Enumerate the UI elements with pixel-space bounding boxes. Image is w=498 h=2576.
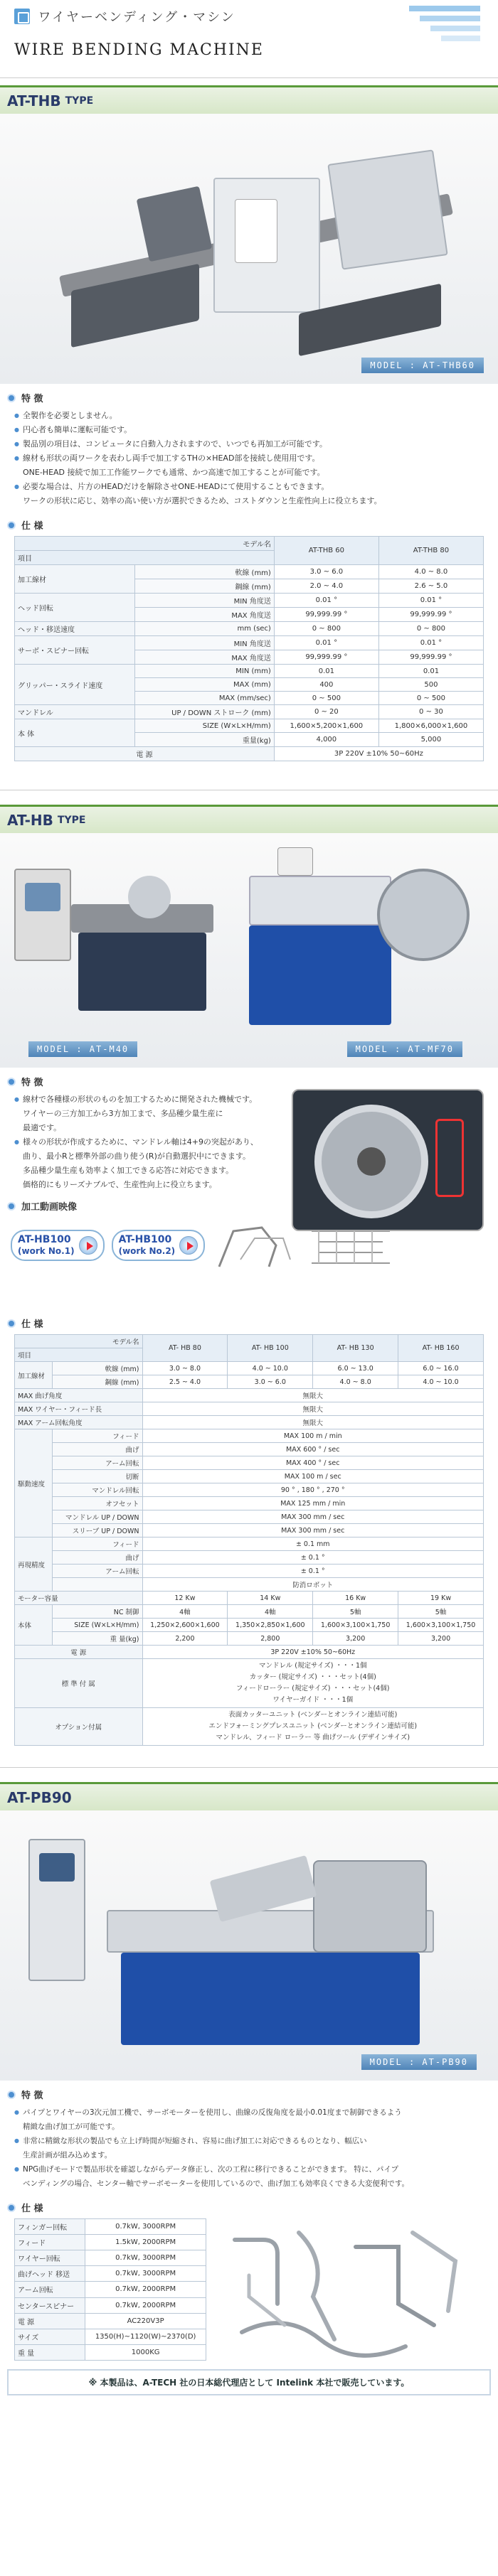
section-band-pb90 <box>0 1782 498 1810</box>
model-tag-pb90: MODEL : AT-PB90 <box>361 2054 477 2070</box>
hb-feature-block <box>0 1075 498 1309</box>
divider <box>0 1767 498 1768</box>
table-header-m2: AT-THB 80 <box>378 537 483 565</box>
table-header-m1: AT-THB 60 <box>274 537 378 565</box>
table-header-cell: AT- HB 130 <box>313 1335 398 1362</box>
table-header-cell: AT- HB 160 <box>398 1335 484 1362</box>
table-row: ヘッド回転 MIN 角度送 0.01 ° 0.01 ° <box>15 594 484 608</box>
table-row: グリッパー・スライド速度 MIN (mm) 0.01 0.01 <box>15 665 484 678</box>
table-row: 重量(kg) 4,000 5,000 <box>15 733 484 747</box>
band-title: AT-PB90 <box>7 1788 72 1806</box>
table-row: 重 量 1000KG <box>15 2344 206 2360</box>
table-row: センタースピナー 0.7kW, 2000RPM <box>15 2297 206 2313</box>
list-item: 表面カッターユニット (ベンダーとオンライン連結可能) <box>228 1711 398 1719</box>
table-row: 切断 MAX 100 m / sec <box>15 1470 484 1483</box>
bullet-icon <box>7 2204 16 2212</box>
photo-at-mf70 <box>235 833 498 1068</box>
hb-spec-table <box>14 1334 484 1746</box>
table-row: 曲げヘッド 移送 0.7kW, 3000RPM <box>15 2266 206 2282</box>
table-row-power: 電 源 3P 220V ±10% 50~60Hz <box>15 1646 484 1659</box>
table-row: 曲げ ± 0.1 ° <box>15 1551 484 1565</box>
list-item: ● 線材も形状の両ワークを表わし両手で加工するTHの×HEAD部を接続し使用用です。 <box>14 451 484 466</box>
list-item: ● 非常に精緻な形状の製品でも立上げ時間が短縮され、容易に曲げ加工に対応できるものとなり、幅広い <box>14 2134 484 2148</box>
hb-feature-list <box>0 1093 285 1192</box>
table-row: ワイヤー回転 0.7kW, 3000RPM <box>15 2250 206 2266</box>
list-item: ● 全製作を必要としません。 <box>14 409 484 423</box>
table-row: 駆動速度 フィード MAX 100 m / min <box>15 1429 484 1443</box>
list-item: ワイヤーガイド ・・・1個 <box>272 1696 354 1704</box>
hb-feature-heading <box>7 1075 498 1088</box>
list-item: 最適です。 <box>23 1123 62 1132</box>
table-row: アーム回転 MAX 400 ° / sec <box>15 1456 484 1470</box>
band-title: AT-HB <box>7 811 53 829</box>
table-row-power: 電 源 3P 220V ±10% 50~60Hz <box>15 747 484 761</box>
table-row: モーター容量 12 Kw 14 Kw 16 Kw 19 Kw <box>15 1592 484 1605</box>
spec-heading-text: 仕 様 <box>21 1319 43 1330</box>
table-row: MAX 角度送 99,999.99 ° 99,999.99 ° <box>15 608 484 622</box>
en-title: WIRE BENDING MACHINE <box>14 41 264 59</box>
table-row: オフセット MAX 125 mm / min <box>15 1497 484 1510</box>
table-row: 本体 NC 制御 4軸 4軸 5軸 5軸 <box>15 1605 484 1619</box>
band-subtitle: TYPE <box>57 814 86 826</box>
table-row: フィンガー回転 0.7kW, 3000RPM <box>15 2219 206 2235</box>
thb-feature-list <box>0 409 498 508</box>
table-row: MAX (mm/sec) 0 ~ 500 0 ~ 500 <box>15 692 484 705</box>
list-item: 精緻な曲げ加工が可能です。 <box>23 2122 120 2131</box>
list-item: ● 線材で各種様の形状のものを加工するために開発された機械です。 <box>14 1093 270 1107</box>
list-item: マンドレル (規定サイズ) ・・・1個 <box>259 1662 367 1670</box>
list-item: マンドレル、フィード ローラー 等 曲げツール (デザインサイズ) <box>216 1734 410 1742</box>
jp-title: ワイヤーベンディング・マシン <box>38 10 235 25</box>
list-item: ワイヤーの三方加工から3方加工まで、多品種少量生産に <box>23 1109 223 1118</box>
thb-spec-table <box>14 536 484 761</box>
table-row: マンドレル回転 90 ° , 180 ° , 270 ° <box>15 1483 484 1497</box>
footer-note: ※ 本製品は、A-TECH 社の日本総代理店として Intelink 本社で販売しています。 <box>7 2369 491 2395</box>
table-row: MAX (mm) 400 500 <box>15 678 484 692</box>
list-item: ● パイプとワイヤーの3次元加工機で、サーボモーターを使用し、曲線の反復角度を最小0.01度まで制御できるよう <box>14 2105 484 2120</box>
bent-pipe-samples-image <box>221 2218 477 2361</box>
band-subtitle: TYPE <box>65 95 94 107</box>
list-item: ● 様々の形状が作成するために、マンドレル軸は4+9の突起があり、 <box>14 1135 270 1149</box>
video-button-work1[interactable] <box>11 1230 105 1261</box>
list-item: カッター (規定サイズ) ・・・セット(4個) <box>249 1673 376 1681</box>
list-item: ● 円心者も簡単に運転可能です。 <box>14 423 484 437</box>
table-header-model: モデル名 <box>15 537 275 551</box>
table-row: フィード 1.5kW, 2000RPM <box>15 2235 206 2250</box>
table-row: 鋼線 (mm) 2.0 ~ 4.0 2.6 ~ 5.0 <box>15 579 484 594</box>
pb-spec-block <box>0 2218 498 2361</box>
list-item: ベンディングの場合、センター軸でサーボモーターを使用しているので、曲げ加工も効率良くできる大変便利です。 <box>23 2179 410 2188</box>
table-row: サーボ・スピナー回転 MIN 角度送 0.01 ° 0.01 ° <box>15 636 484 650</box>
list-item: 生産計画が組み込めます。 <box>23 2151 112 2159</box>
table-row: マンドレル UP / DOWN MAX 300 mm / sec <box>15 1510 484 1524</box>
table-row: 再現精度 フィード ± 0.1 mm <box>15 1537 484 1551</box>
table-row: 鋼線 (mm) 2.5 ~ 4.0 3.0 ~ 6.0 4.0 ~ 8.0 4.0 ~ 10.0 <box>15 1375 484 1389</box>
table-row: 加工線材 軟線 (mm) 3.0 ~ 6.0 4.0 ~ 8.0 <box>15 565 484 579</box>
band-title: AT-THB <box>7 92 61 109</box>
table-row-options: オプション付属 表面カッターユニット (ベンダーとオンライン連結可能) エンドフォーミングプレスユニット (ベンダーとオンライン連結可能) マンドレル、フィード ローラー 等 曲げツール (デザインサイズ) <box>15 1708 484 1746</box>
list-item: ONE-HEAD 接続で加工工作能ワークでも通常、かつ高速で加工することが可能です。 <box>23 468 325 477</box>
list-item: ワークの形状に応じ、効率の高い使い方が選択できるため、コストダウンと生産性向上に役立ちます。 <box>23 496 382 505</box>
bullet-icon <box>7 394 16 402</box>
table-header-cell: AT- HB 100 <box>228 1335 313 1362</box>
table-row: MAX 曲げ角度 無限大 <box>15 1389 484 1402</box>
table-row: MAX ワイヤー・フィード長 無限大 <box>15 1402 484 1416</box>
feature-heading-text: 特 徴 <box>21 394 43 404</box>
list-item: ● 製品別の項目は、コンピュータに自動入力されますので、いつでも再加工が可能です。 <box>14 437 484 451</box>
bullet-icon <box>7 2091 16 2099</box>
table-row: MAX 角度送 99,999.99 ° 99,999.99 ° <box>15 650 484 665</box>
decorative-bars <box>409 6 487 48</box>
pb-spec-table <box>14 2218 206 2361</box>
list-item: 多品種少量生産も効率よく加工できる応答に対応できます。 <box>23 1166 234 1175</box>
video-title: AT-HB100 <box>18 1234 71 1245</box>
table-row: SIZE (W×L×H/mm) 1,250×2,600×1,600 1,350×2,850×1,600 1,600×3,100×1,750 1,600×3,100×1,750 <box>15 1619 484 1632</box>
pb-spec-heading <box>7 2201 498 2214</box>
spec-heading-text: 仕 様 <box>21 2204 43 2214</box>
table-row: アーム回転 0.7kW, 2000RPM <box>15 2282 206 2297</box>
table-row: 電 源 AC220V3P <box>15 2313 206 2329</box>
spec-heading-text: 仕 様 <box>21 521 43 532</box>
bullet-icon <box>7 521 16 530</box>
table-header-cell: AT- HB 80 <box>142 1335 228 1362</box>
section-band-thb <box>0 85 498 114</box>
model-tag-m40: MODEL : AT-M40 <box>28 1041 137 1057</box>
video-heading-text: 加工動画映像 <box>21 1202 78 1213</box>
list-item: ● NPG曲げモードで製品形状を確認しながらデータ修正し、次の工程に移行できることができます。 特に、パイプ <box>14 2162 484 2177</box>
list-item: ● 必要な場合は、片方のHEADだけを解除させONE-HEADにて使用することもできます。 <box>14 480 484 494</box>
video-sub: (work No.2) <box>118 1246 176 1256</box>
table-row: ヘッド・移送速度 mm (sec) 0 ~ 800 0 ~ 800 <box>15 622 484 636</box>
model-tag-thb60: MODEL : AT-THB60 <box>361 358 484 373</box>
hb-spec-heading <box>7 1316 498 1330</box>
pb-feature-heading <box>7 2088 498 2101</box>
table-row: 本 体 SIZE (W×L×H/mm) 1,600×5,200×1,600 1,800×6,000×1,600 <box>15 719 484 733</box>
table-row: サイズ 1350(H)~1120(W)~2370(D) <box>15 2329 206 2344</box>
thb-machine-photo <box>0 114 498 384</box>
table-row: マンドレル UP / DOWN ストローク (mm) 0 ~ 20 0 ~ 30 <box>15 705 484 719</box>
list-item: フィードローラー (規定サイズ) ・・・セット(4個) <box>236 1685 390 1692</box>
hb-machine-photos <box>0 833 498 1068</box>
table-row: スリーブ UP / DOWN MAX 300 mm / sec <box>15 1524 484 1537</box>
table-row: 防消ロボット <box>15 1578 484 1592</box>
table-row-standard: 標 準 付 属 マンドレル (規定サイズ) ・・・1個 カッター (規定サイズ) ・・・セット(4個) フィードローラー (規定サイズ) ・・・セット(4個) ワイヤーガイド ・・・1個 <box>15 1659 484 1708</box>
video-button-work2[interactable] <box>112 1230 206 1261</box>
table-header-item: 項目 <box>15 551 275 565</box>
table-row: 加工線材 軟線 (mm) 3.0 ~ 8.0 4.0 ~ 10.0 6.0 ~ 13.0 6.0 ~ 16.0 <box>15 1362 484 1375</box>
bullet-icon <box>7 1202 16 1211</box>
table-header-item: 項目 <box>15 1348 143 1362</box>
pb90-machine-photo <box>0 1810 498 2081</box>
play-icon <box>179 1236 198 1255</box>
thb-spec-heading <box>7 518 498 532</box>
table-row: 重 量(kg) 2,200 2,800 3,200 3,200 <box>15 1632 484 1646</box>
machine-icon <box>14 9 30 24</box>
list-item: 曲り、最小Rと標準外部の曲り使う(R)が自動選択中にできます。 <box>23 1152 250 1161</box>
video-sub: (work No.1) <box>18 1246 75 1256</box>
bullet-icon <box>7 1319 16 1328</box>
feature-heading-text: 特 徴 <box>21 2091 43 2101</box>
photo-at-m40 <box>0 833 235 1068</box>
play-icon <box>79 1236 97 1255</box>
table-header-model: モデル名 <box>15 1335 143 1348</box>
table-row: MAX アーム回転角度 無限大 <box>15 1416 484 1429</box>
bullet-icon <box>7 1078 16 1086</box>
thb-feature-heading <box>7 391 498 404</box>
table-row: アーム回転 ± 0.1 ° <box>15 1565 484 1578</box>
feature-heading-text: 特 徴 <box>21 1078 43 1088</box>
pb-feature-list <box>0 2105 498 2191</box>
section-band-hb <box>0 805 498 833</box>
video-title: AT-HB100 <box>118 1234 172 1245</box>
list-item: 価格的にもリーズナブルで、生産性向上に役立ちます。 <box>23 1180 217 1189</box>
model-tag-mf70: MODEL : AT-MF70 <box>347 1041 462 1057</box>
list-item: エンドフォーミングプレスユニット (ベンダーとオンライン連結可能) <box>208 1722 418 1730</box>
page-header <box>0 0 498 78</box>
table-row: 曲げ MAX 600 ° / sec <box>15 1443 484 1456</box>
bending-head-closeup-photo <box>292 1089 484 1231</box>
